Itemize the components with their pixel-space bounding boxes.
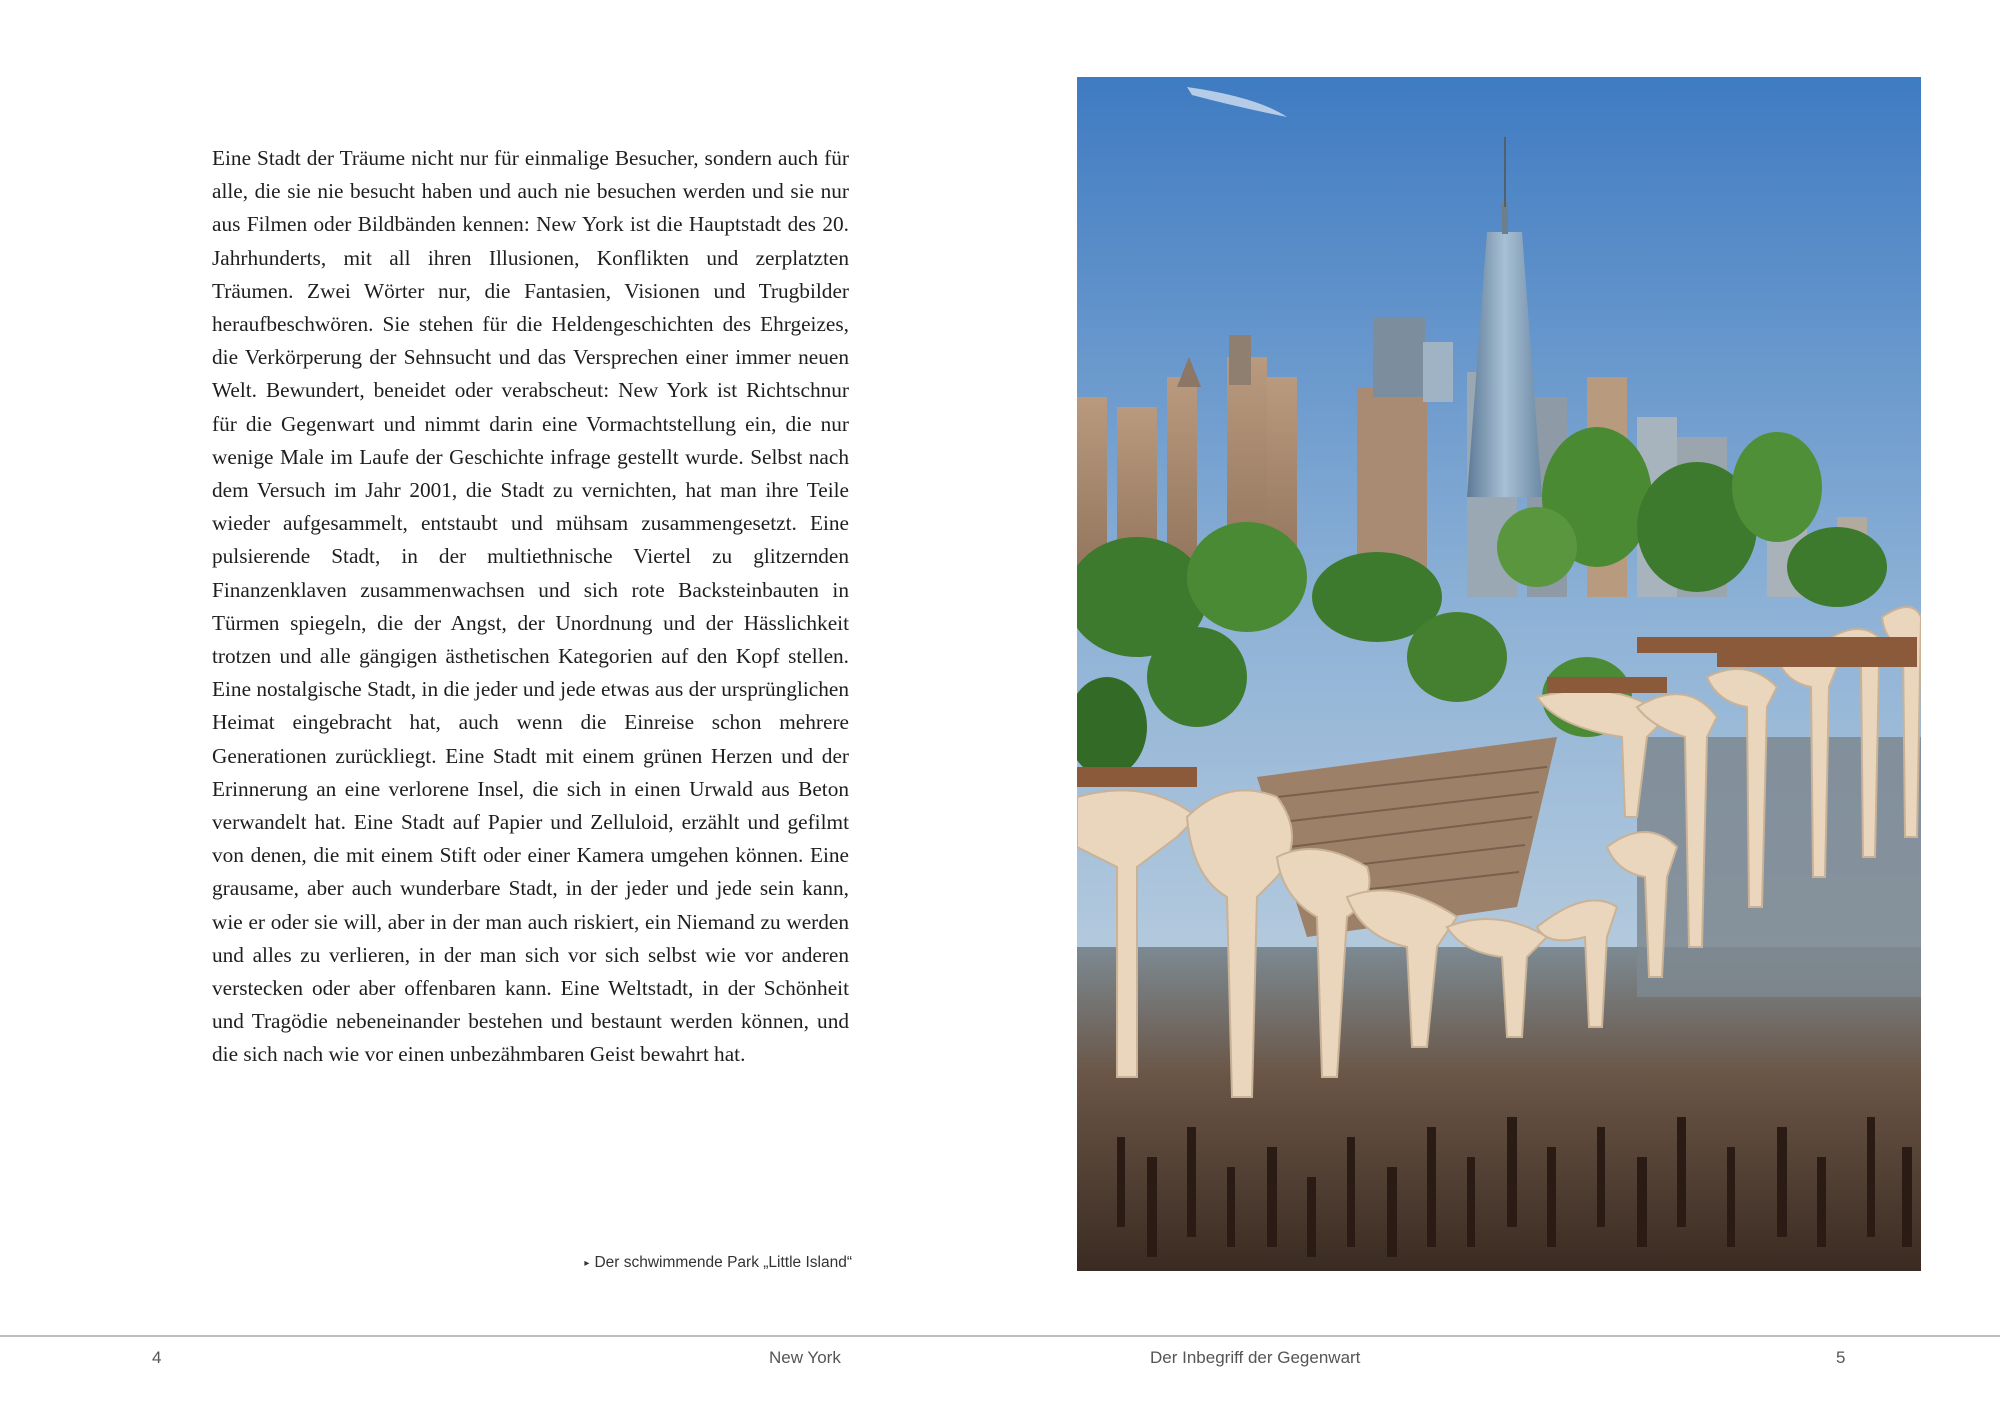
page-number-right: 5 xyxy=(1836,1348,1846,1367)
running-title-right: Der Inbegriff der Gegenwart xyxy=(1150,1348,1361,1367)
photo-illustration xyxy=(1077,77,1921,1271)
city-skyline-park-photo xyxy=(1077,77,1921,1271)
caption-text: Der schwimmende Park „Little Island“ xyxy=(594,1254,852,1271)
caption-triangle-icon: ▸ xyxy=(584,1258,590,1269)
page-number-left: 4 xyxy=(152,1348,162,1367)
footer-rule xyxy=(0,1335,2000,1337)
running-title-left: New York xyxy=(769,1348,841,1367)
photo-caption xyxy=(400,1254,852,1272)
body-text: Eine Stadt der Träume nicht nur für einmalige Besucher, sondern auch für alle, die sie nie besucht haben und auch nie besuchen werden und sie nur aus Filmen oder Bildbänden kennen: New York ist die Hauptstadt des 20. Jahrhunderts, mit all ihren Illusionen, Konflikten und zerplatzten Träumen. Zwei Wörter nur, die Fantasien, Visionen und Trugbilder heraufbeschwören. Sie stehen für die Heldengeschichten des Ehrgeizes, die Verkörperung der Sehnsucht und das Versprechen einer immer neuen Welt. Bewundert, beneidet oder verabscheut: New York ist Richtschnur für die Gegenwart und nimmt darin eine Vormachtstellung ein, die nur wenige Male im Laufe der Geschichte infrage gestellt wurde. Selbst nach dem Versuch im Jahr 2001, die Stadt zu vernichten, hat man ihre Teile wieder aufgesammelt, entstaubt und mühsam zusammengesetzt. Eine pulsierende Stadt, in der multiethnische Viertel zu glitzernden Finanzenklaven zusammenwachsen und sich rote Backsteinbauten in Türmen spiegeln, die der Angst, der Unordnung und der Hässlichkeit trotzen und alle gängigen ästhetischen Kategorien auf den Kopf stellen. Eine nostalgische Stadt, in die jeder und jede etwas aus der ursprünglichen Heimat eingebracht hat, auch wenn die Einreise schon mehrere Generationen zurückliegt. Eine Stadt mit einem grünen Herzen und der Erinnerung an eine verlorene Insel, die sich in einen Urwald aus Beton verwandelt hat. Eine Stadt auf Papier und Zelluloid, erzählt und gefilmt von denen, die mit einem Stift oder einer Kamera umgehen können. Eine grausame, aber auch wunderbare Stadt, in der jeder und jede sein kann, wie er oder sie will, aber in der man auch riskiert, ein Niemand zu werden und alles zu verlieren, in der man sich vor sich selbst wie vor anderen verstecken oder aber offenbaren kann. Eine Weltstadt, in der Schönheit und Tragödie nebeneinander bestehen und bestaunt werden können, und die sich nach wie vor einen unbezähmbaren Geist bewahrt hat. xyxy=(212,146,849,1067)
